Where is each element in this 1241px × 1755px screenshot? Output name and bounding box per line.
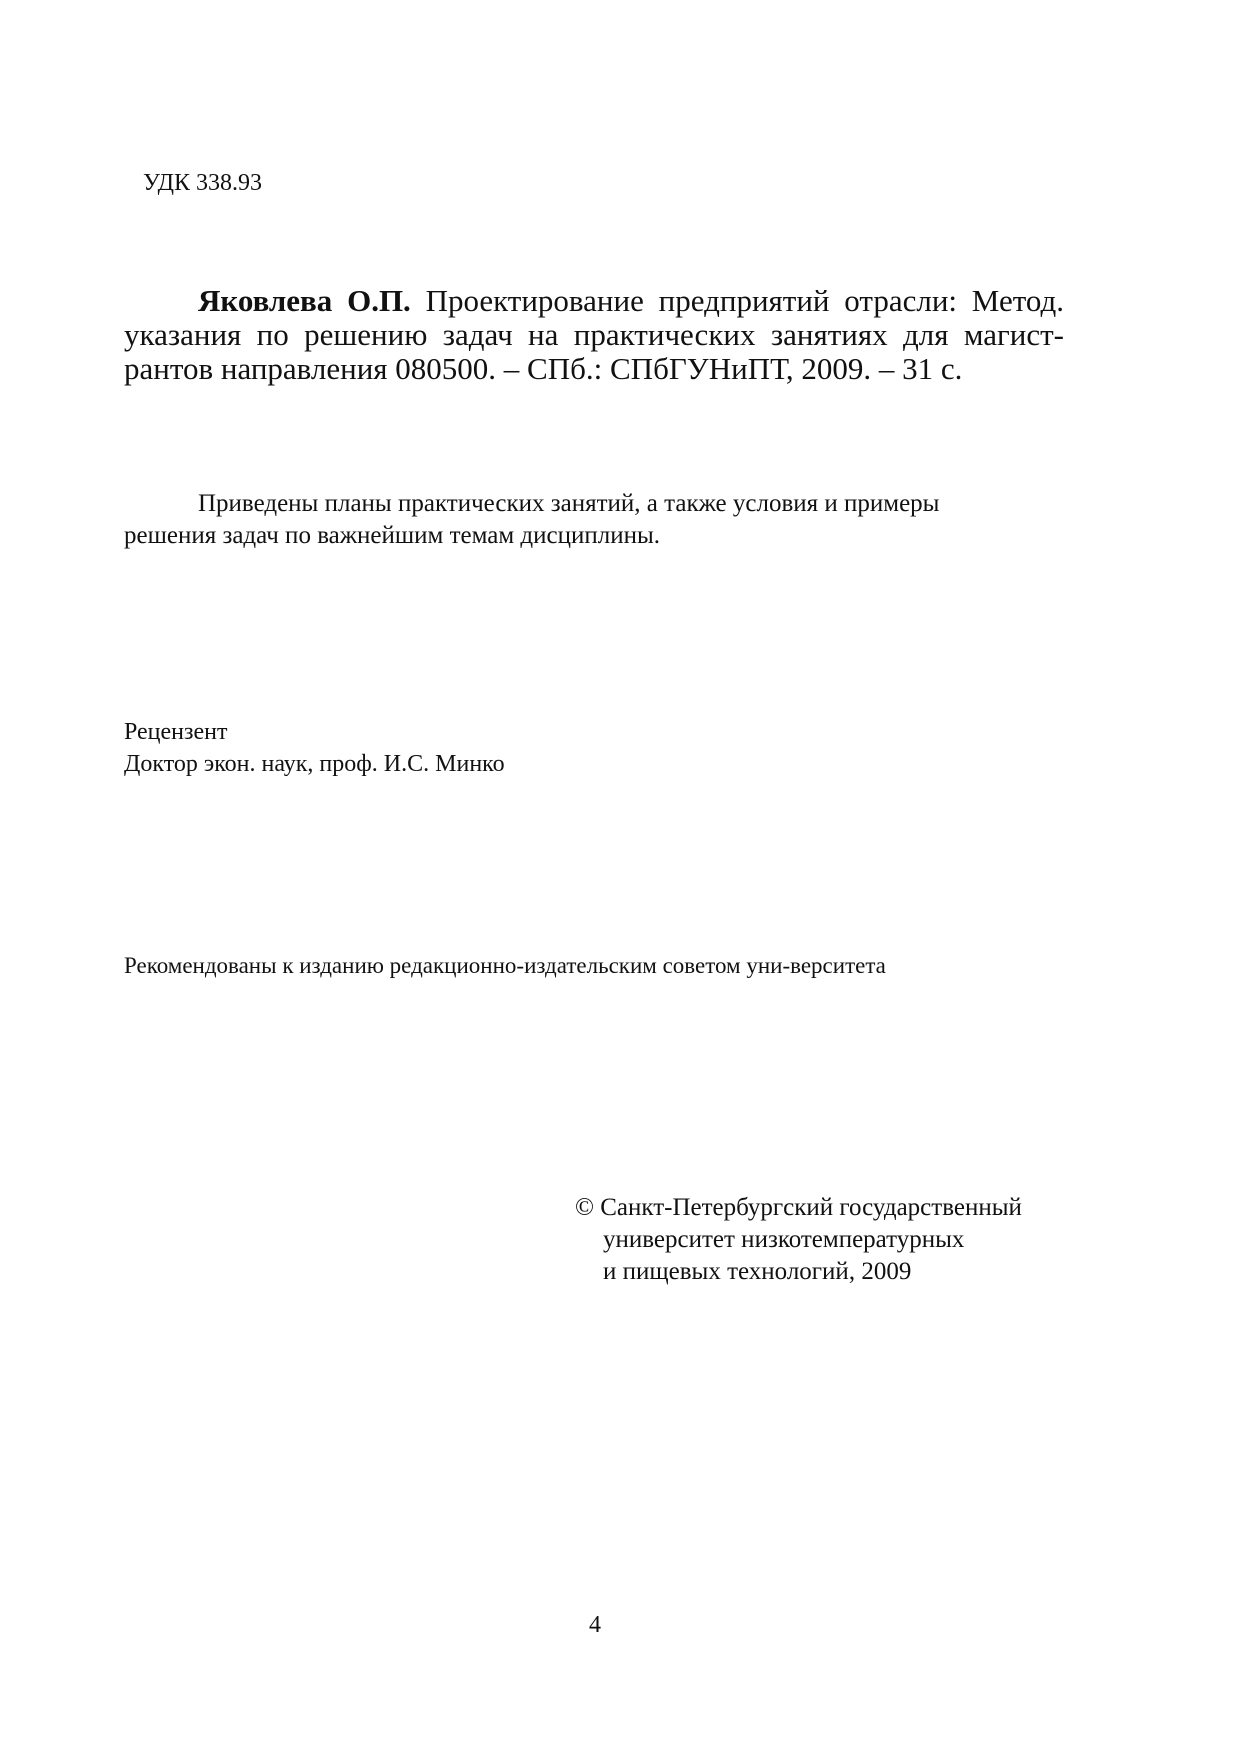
bibliographic-text: Проектирование предприятий отрасли: Метод. указания по решению задач на практических занятиях для магист-рантов направления 080500. – СПб.: СПбГУНиПТ, 2009. – 31 с. [124,283,1064,386]
recommendation-note: Рекомендованы к изданию редакционно-издательским советом уни-верситета [124,953,886,978]
reviewer-block [124,716,505,780]
copyright-line-3: и пищевых технологий, 2009 [603,1258,912,1285]
annotation-text: Приведены планы практических занятий, а также условия и примеры решения задач по важнейшим темам дисциплины. [124,490,940,549]
reviewer-name: Доктор экон. наук, проф. И.С. Минко [124,751,505,777]
reviewer-label: Рецензент [124,719,228,745]
bibliographic-description [124,284,1064,386]
copyright-line-1: © Санкт-Петербургский государственный [575,1194,1022,1221]
copyright-block [575,1192,1022,1288]
page-number: 4 [589,1612,601,1638]
udk-code: УДК 338.93 [143,170,262,196]
author-name: Яковлева О.П. [198,283,411,318]
copyright-line-2: университет низкотемпературных [603,1226,965,1253]
